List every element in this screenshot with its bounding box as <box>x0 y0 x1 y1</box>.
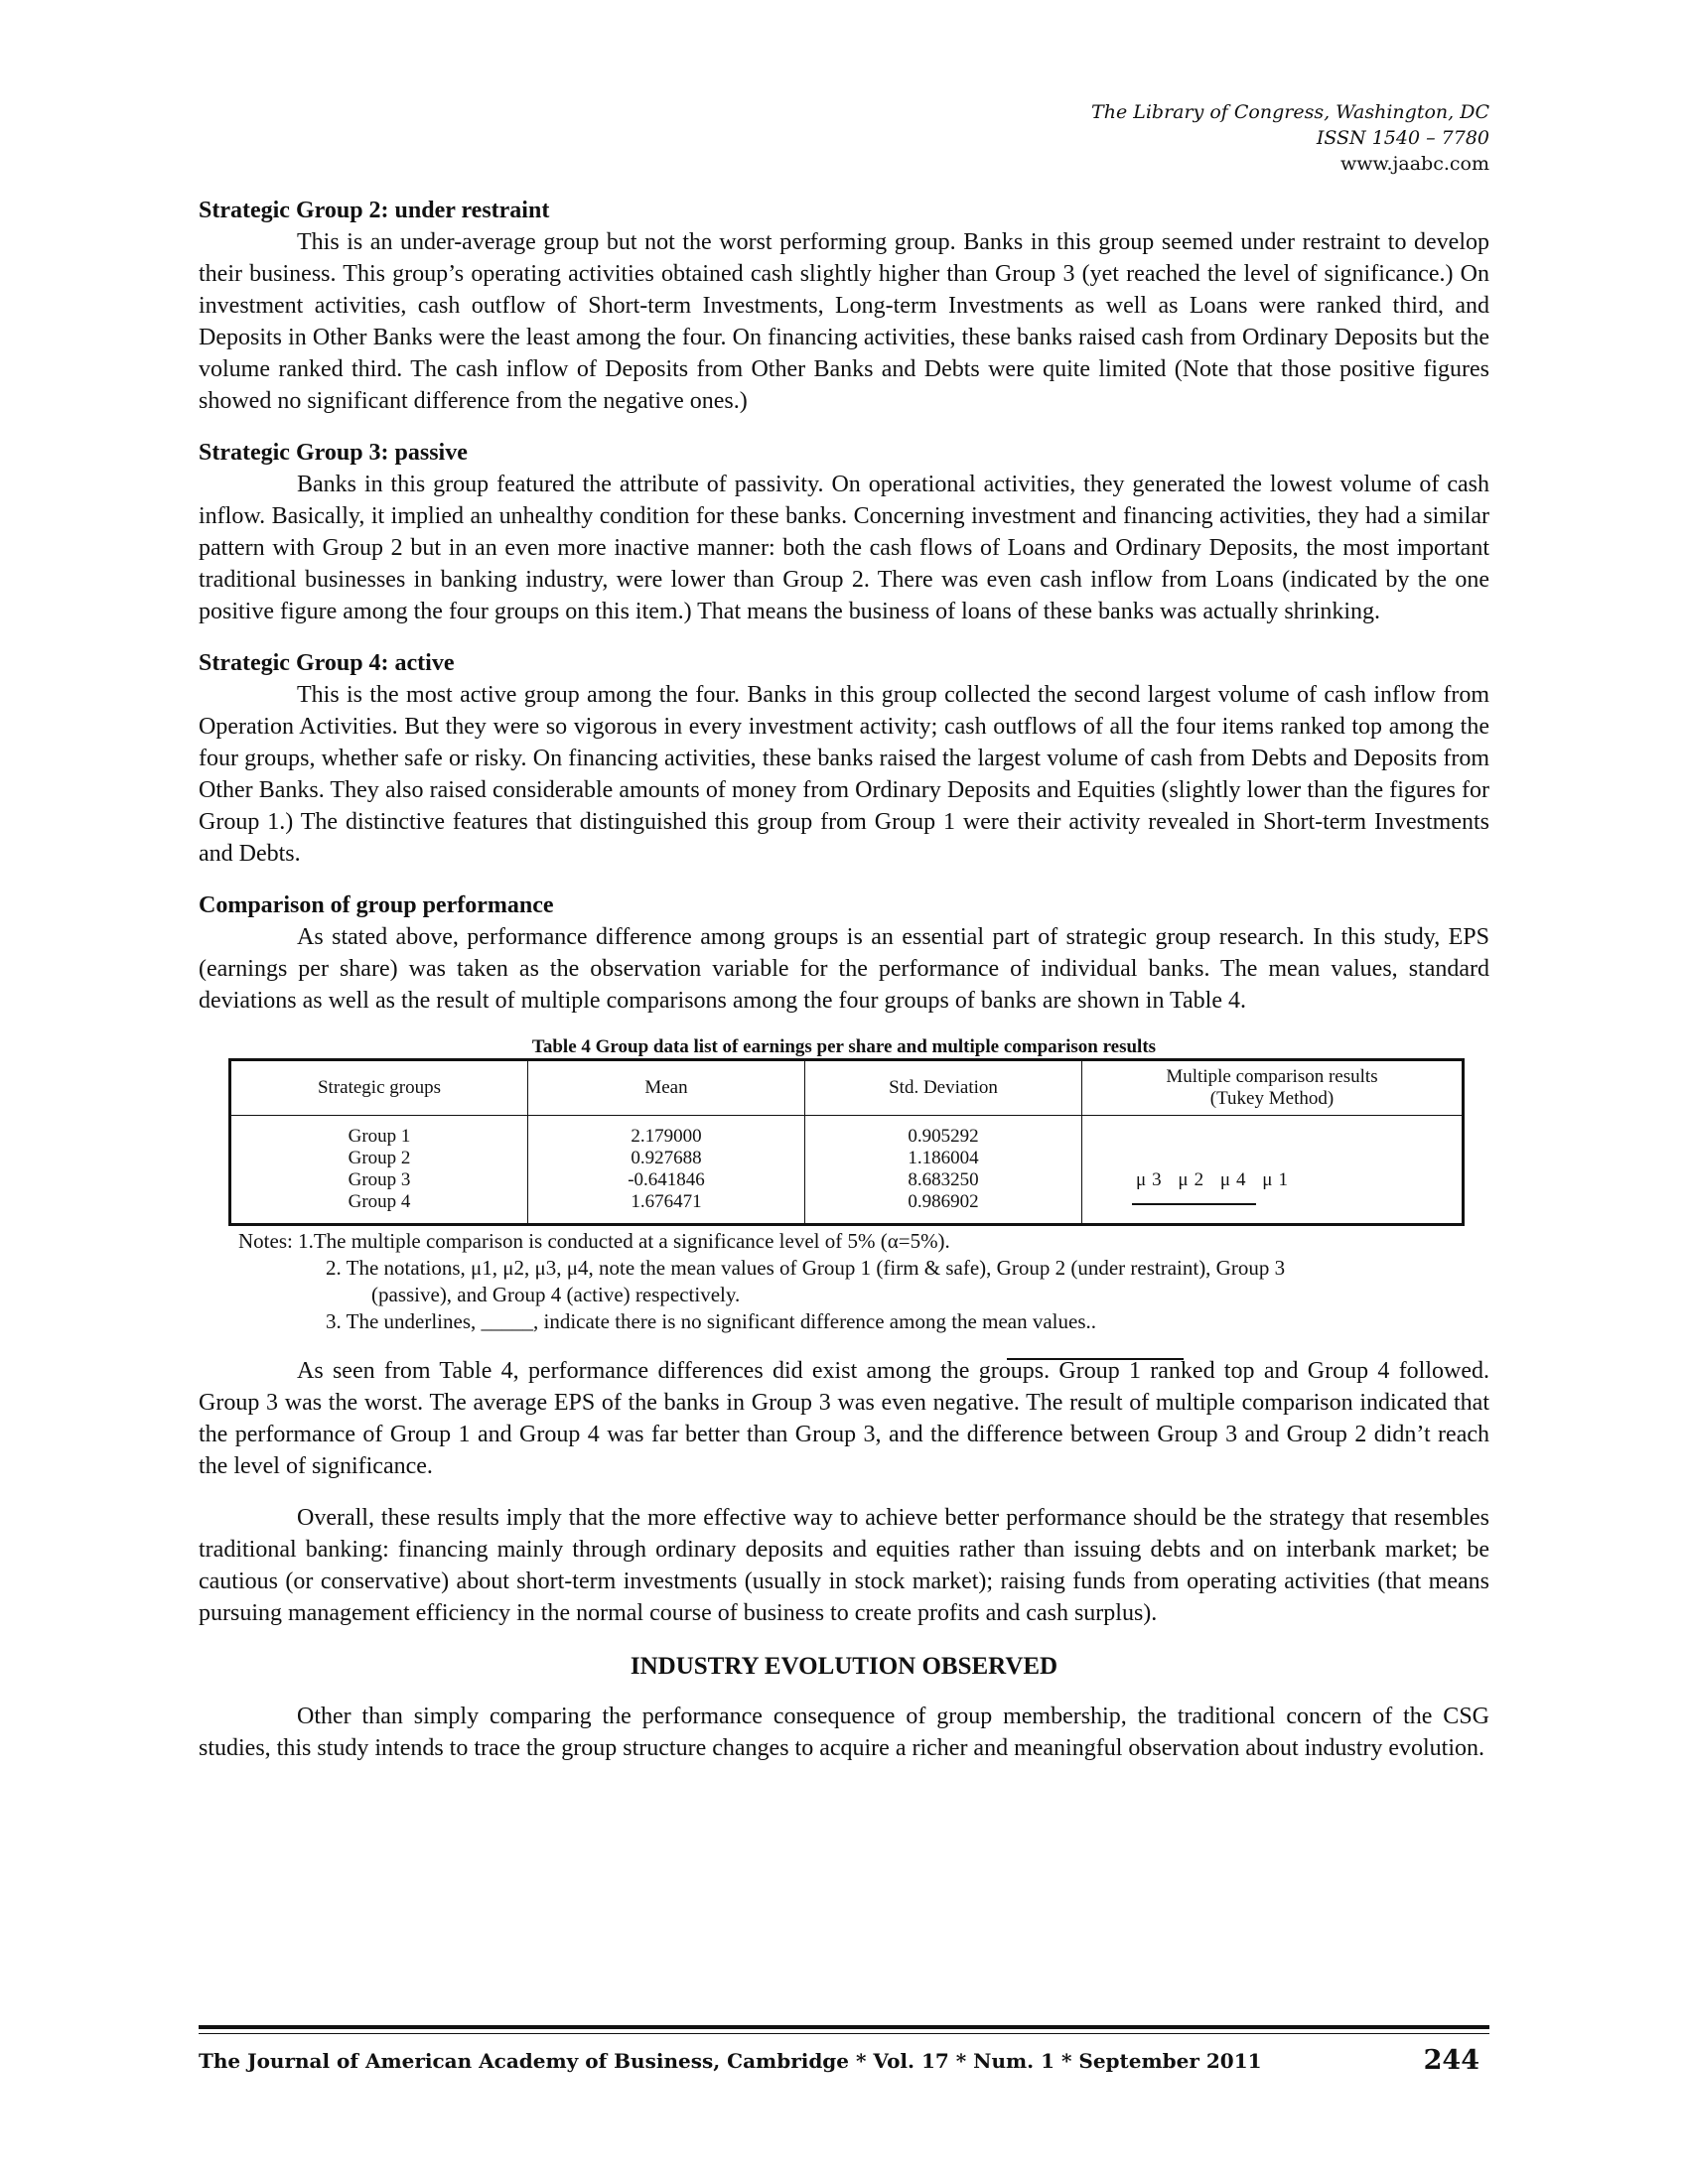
col-header-mcr <box>1082 1060 1464 1116</box>
group-label: Group 4 <box>348 1191 411 1212</box>
running-header <box>1091 99 1489 177</box>
note-2: 2. The notations, μ1, μ2, μ3, μ4, note the mean values of Group 1 (firm & safe), Group 2 (under restraint), Group 3 <box>326 1256 1286 1280</box>
eps-table <box>228 1058 1465 1226</box>
evolution-paragraph: Other than simply comparing the performance consequence of group membership, the traditional concern of the CSG studies, this study intends to trace the group structure changes to acquire a richer and meaningful observation about industry evolution. <box>199 1704 1489 1761</box>
footer-rule-thin <box>199 2033 1489 2034</box>
col-header-groups: Strategic groups <box>230 1060 528 1116</box>
note-3: 3. The underlines, _____, indicate there is no significant difference among the mean values.. <box>326 1309 1096 1333</box>
journal-citation: The Journal of American Academy of Business, Cambridge * Vol. 17 * Num. 1 * September 2011 <box>199 2049 1262 2073</box>
table-caption: Table 4 Group data list of earnings per share and multiple comparison results <box>531 1036 1157 1057</box>
notes-underline <box>1007 1358 1184 1360</box>
section-paragraph: Banks in this group featured the attribute of passivity. On operational activities, they generated the lowest volume of cash inflow. Basically, it implied an unhealthy condition for these banks. Concerning investment and financing activities, they had a similar pattern with Group 2 but in an even more inactive manner: both the cash flows of Loans and Ordinary Deposits, the most important traditional businesses in banking industry, were lower than Group 2. There was even cash inflow from Loans (indicated by the one positive figure among the four groups on this item.) That means the business of loans of these banks was actually shrinking. <box>199 472 1489 624</box>
header-library: The Library of Congress, Washington, DC <box>1091 101 1489 123</box>
group-label: Group 1 <box>348 1126 411 1147</box>
mean-value: 2.179000 <box>631 1126 702 1147</box>
section-group-4 <box>199 647 1489 870</box>
std-value: 1.186004 <box>908 1148 979 1168</box>
overall-paragraph: Overall, these results imply that the more effective way to achieve better performance should be the strategy that resembles traditional banking: financing mainly through ordinary deposits and equities rather than issuing debts and on interbank market; be cautious (or conservative) about short-term investments (usually in stock market); raising funds from operating activities (that means pursuing management efficiency in the normal course of business to create profits and cash surplus). <box>199 1505 1489 1626</box>
mean-value: 1.676471 <box>631 1191 702 1212</box>
col-header-mean: Mean <box>528 1060 805 1116</box>
mean-value: -0.641846 <box>628 1169 705 1190</box>
header-url: www.jaabc.com <box>1339 153 1489 175</box>
group-label: Group 3 <box>348 1169 411 1190</box>
section-paragraph: This is the most active group among the four. Banks in this group collected the second largest volume of cash inflow from Operation Activities. But they were so vigorous in every investment activity; cash outflows of all the four items ranked top among the four groups, whether safe or risky. On financing activities, these banks raised the largest volume of cash from Debts and Deposits from Other Banks. They also raised considerable amounts of money from Ordinary Deposits and Equities (slightly lower than the figures for Group 1.) The distinctive features that distinguished this group from Group 1 were their activity revealed in Short-term Investments and Debts. <box>199 682 1489 867</box>
group-label: Group 2 <box>348 1148 411 1168</box>
mcr-result <box>1086 1118 1458 1221</box>
section-title-industry-evolution: INDUSTRY EVOLUTION OBSERVED <box>630 1653 1058 1680</box>
mcr-cell <box>1082 1116 1464 1225</box>
means-cell <box>528 1116 805 1225</box>
mcr-header-line1: Multiple comparison results <box>1166 1066 1378 1087</box>
mean-value: 0.927688 <box>631 1148 702 1168</box>
std-value: 0.986902 <box>908 1191 979 1212</box>
table-header-row <box>230 1060 1464 1116</box>
note-1: Notes: 1.The multiple comparison is conducted at a significance level of 5% (α=5%). <box>238 1229 950 1253</box>
std-value: 8.683250 <box>908 1169 979 1190</box>
mcr-order: μ3 μ2 μ4 μ1 <box>1136 1169 1294 1190</box>
section-comparison <box>199 889 1489 1017</box>
results-paragraph: As seen from Table 4, performance differences did exist among the groups. Group 1 ranked top and Group 4 followed. Group 3 was the worst. The average EPS of the banks in Group 3 was even negative. The result of multiple comparison indicated that the performance of Group 1 and Group 4 was far better than Group 3, and the difference between Group 3 and Group 2 didn’t reach the level of significance. <box>199 1358 1489 1479</box>
header-issn: ISSN 1540 – 7780 <box>1316 127 1489 149</box>
std-value: 0.905292 <box>908 1126 979 1147</box>
section-heading: Strategic Group 2: under restraint <box>199 198 550 223</box>
page-number: 244 <box>1423 2045 1479 2076</box>
table-body-row <box>230 1116 1464 1225</box>
col-header-std: Std. Deviation <box>805 1060 1082 1116</box>
running-footer <box>199 2045 1489 2076</box>
note-2-cont: (passive), and Group 4 (active) respectively. <box>371 1283 741 1306</box>
section-group-3 <box>199 437 1489 627</box>
body-text <box>199 195 1489 1764</box>
section-paragraph: As stated above, performance difference among groups is an essential part of strategic group research. In this study, EPS (earnings per share) was taken as the observation variable for the performance of individual banks. The mean values, standard deviations as well as the result of multiple comparisons among the four groups of banks are shown in Table 4. <box>199 924 1489 1014</box>
table-notes <box>238 1228 1489 1335</box>
groups-cell <box>230 1116 528 1225</box>
section-group-2 <box>199 195 1489 417</box>
section-paragraph: This is an under-average group but not the worst performing group. Banks in this group seemed under restraint to develop their business. This group’s operating activities obtained cash slightly higher than Group 3 (yet reached the level of significance.) On investment activities, cash outflow of Short-term Investments, Long-term Investments as well as Loans were ranked third, and Deposits in Other Banks were the least among the four. On financing activities, these banks raised cash from Ordinary Deposits but the volume ranked third. The cash inflow of Deposits from Other Banks and Debts were quite limited (Note that those positive figures showed no significant difference from the negative ones.) <box>199 229 1489 414</box>
section-heading: Comparison of group performance <box>199 892 554 918</box>
section-heading: Strategic Group 4: active <box>199 650 455 676</box>
mcr-underline <box>1132 1203 1256 1205</box>
mcr-header-line2: (Tukey Method) <box>1209 1088 1335 1109</box>
section-heading: Strategic Group 3: passive <box>199 440 468 466</box>
footer-rule <box>199 2025 1489 2029</box>
stds-cell <box>805 1116 1082 1225</box>
